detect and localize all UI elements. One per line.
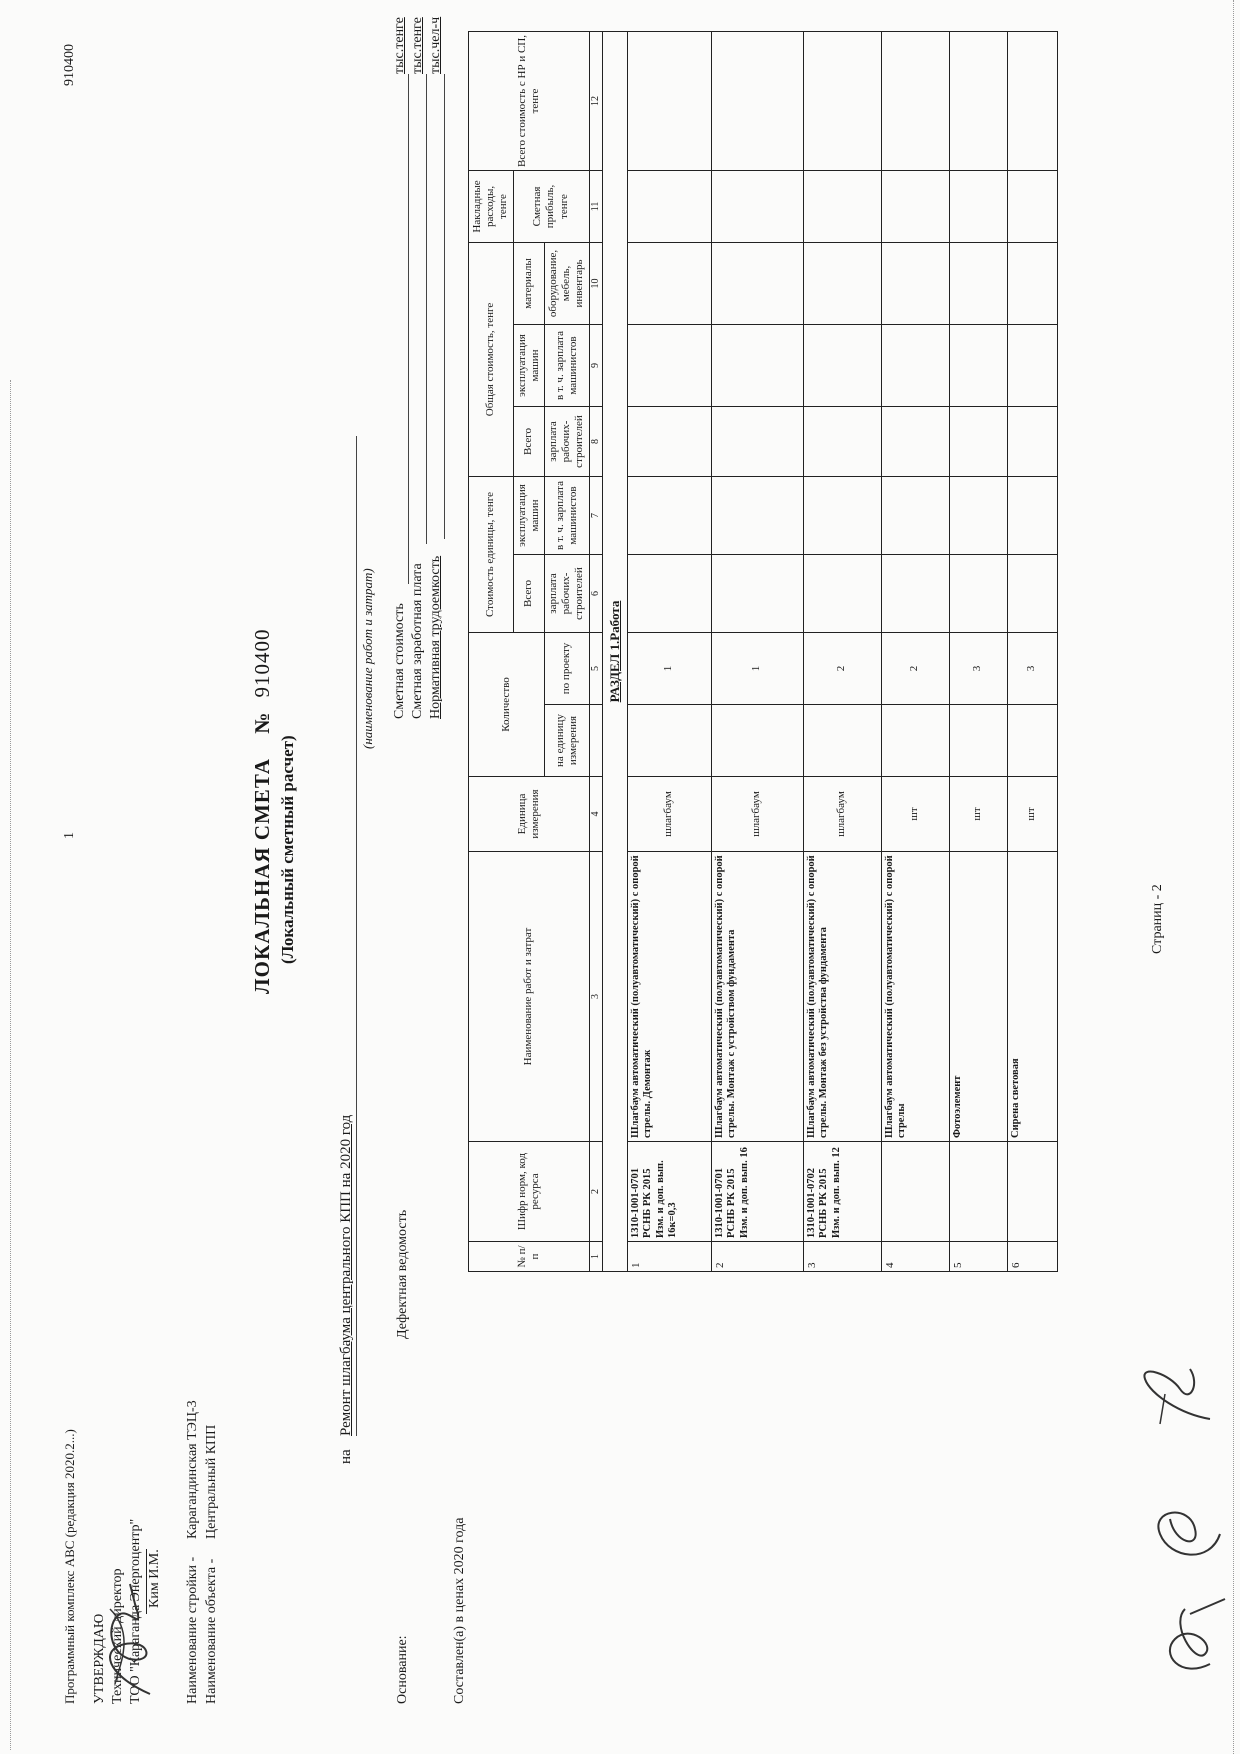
page-number: 1 — [62, 832, 77, 839]
col-overhead-header: Накладные расходы, тенге — [469, 170, 514, 242]
row-unit: шлагбаум — [803, 777, 881, 852]
row-qty-per-unit — [949, 705, 1007, 777]
work-name: Ремонт шлагбаума центрального КПП на 2020 год — [338, 1114, 354, 1436]
row-code — [1007, 1142, 1057, 1242]
row-qty: 1 — [627, 633, 711, 705]
col-unit-cost-header: Стоимость единицы, тенге — [469, 477, 514, 633]
row-unit: шлагбаум — [627, 777, 711, 852]
col-num-9: 9 — [589, 325, 602, 407]
cost-unit: тыс.тенге — [392, 17, 407, 74]
row-qty: 2 — [803, 633, 881, 705]
qty-project-header: по проекту — [544, 633, 589, 705]
software-line: Программный комплекс АВС (редакция 2020.2...) — [62, 1429, 77, 1704]
col-num-7: 7 — [589, 477, 602, 555]
initials-signature-icon — [1140, 1494, 1230, 1574]
col-num-11: 11 — [589, 170, 602, 242]
row-unit: шт — [881, 777, 949, 852]
row-no: 4 — [881, 1242, 949, 1272]
unit-machines-header: эксплуатация машин — [513, 477, 544, 555]
row-code: 1310-1001-0702 РСНБ РК 2015 Изм. и доп. вып. 12 — [803, 1142, 881, 1242]
construction-label: Наименование стройки - — [185, 1556, 200, 1704]
col-num-3: 3 — [589, 852, 602, 1142]
profit-header: Сметная прибыль, тенге — [513, 170, 589, 242]
labor-label: Нормативная трудоемкость — [428, 555, 443, 719]
col-num-1: 1 — [589, 1242, 602, 1272]
col-num-blank — [589, 705, 602, 777]
title-number: 910400 — [250, 628, 274, 698]
document-title — [250, 628, 275, 994]
row-qty: 3 — [949, 633, 1007, 705]
row-qty: 1 — [711, 633, 803, 705]
col-qty-header: Количество — [469, 633, 545, 777]
col-code-header: Шифр норм, код ресурса — [469, 1142, 590, 1242]
total-machines-header: эксплуатация машин — [513, 325, 544, 407]
document-subtitle: (Локальный сметный расчет) — [278, 735, 297, 964]
col-unit-header: Единица измерения — [469, 777, 590, 852]
cost-line — [408, 74, 409, 584]
col-total-cost-header: Общая стоимость, тенге — [469, 242, 514, 476]
col-num-4: 4 — [589, 777, 602, 852]
row-qty: 2 — [881, 633, 949, 705]
row-name: Шлагбаум автоматический (полуавтоматический) с опорой стрелы — [881, 852, 949, 1142]
object-label: Наименование объекта - — [204, 1558, 219, 1704]
director-signature-icon — [95, 1574, 165, 1704]
table-row — [627, 31, 711, 1271]
col-num-2: 2 — [589, 1142, 602, 1242]
unit-all-header: Всего — [513, 555, 544, 633]
approval-name: Ким И.М. — [146, 1549, 163, 1614]
title-number-sign: № — [250, 711, 274, 734]
labor-unit: тыс.чел-ч — [428, 16, 443, 74]
unit-wage-operators-header: в т. ч. зарплата машинистов — [544, 477, 589, 555]
row-name: Сирена световая — [1007, 852, 1057, 1142]
labor-line — [444, 74, 445, 539]
estimate-table — [468, 31, 1058, 1272]
table-row — [949, 31, 1007, 1271]
row-code: 1310-1001-0701 РСНБ РК 2015 Изм. и доп. вып. 16к=0,3 — [627, 1142, 711, 1242]
row-name: Шлагбаум автоматический (полуавтоматический) с опорой стрелы. Демонтаж — [627, 852, 711, 1142]
col-num-8: 8 — [589, 407, 602, 477]
approval-position: Технический директор — [110, 1568, 125, 1704]
pages-footer: Страниц - 2 — [1150, 884, 1165, 954]
approval-heading: УТВЕРЖДАЮ — [92, 1613, 107, 1704]
row-code — [949, 1142, 1007, 1242]
unit-wage-workers-header: зарплата рабочих-строителей — [544, 555, 589, 633]
row-qty-per-unit — [711, 705, 803, 777]
row-no: 5 — [949, 1242, 1007, 1272]
approval-company: ТОО "Караганда Энергоцентр" — [128, 1518, 143, 1704]
wage-label: Сметная заработная плата — [410, 563, 425, 719]
title-main: ЛОКАЛЬНАЯ СМЕТА — [250, 758, 274, 994]
col-num-6: 6 — [589, 555, 602, 633]
total-wage-operators-header: в т. ч. зарплата машинистов — [544, 325, 589, 407]
col-name-header: Наименование работ и затрат — [469, 852, 590, 1142]
total-wage-workers-header: зарплата рабочих-строителей — [544, 407, 589, 477]
row-qty-per-unit — [881, 705, 949, 777]
table-row — [803, 31, 881, 1271]
wage-unit: тыс.тенге — [410, 17, 425, 74]
row-name: Шлагбаум автоматический (полуавтоматический) с опорой стрелы. Монтаж без устройства фундамента — [803, 852, 881, 1142]
initials-signature-icon — [1150, 1594, 1230, 1684]
column-number-row — [589, 31, 602, 1271]
work-name-caption: (наименование работ и затрат) — [360, 568, 375, 749]
row-name: Фотоэлемент — [949, 852, 1007, 1142]
row-unit: шт — [1007, 777, 1057, 852]
basis-label: Основание: — [395, 1635, 410, 1704]
total-materials-header: материалы — [513, 242, 544, 324]
row-qty: 3 — [1007, 633, 1057, 705]
header-row-1 — [469, 31, 514, 1271]
row-unit: шлагбаум — [711, 777, 803, 852]
col-num-10: 10 — [589, 242, 602, 324]
total-all-header: Всего — [513, 407, 544, 477]
compiled-line: Составлен(а) в ценах 2020 года — [452, 1517, 467, 1704]
row-no: 3 — [803, 1242, 881, 1272]
col-no-header: № п/п — [469, 1242, 590, 1272]
row-code: 1310-1001-0701 РСНБ РК 2015 Изм. и доп. вып. 16 — [711, 1142, 803, 1242]
basis-value: Дефектная ведомость — [395, 1209, 410, 1339]
doc-number-corner: 910400 — [62, 44, 77, 86]
table-row — [711, 31, 803, 1271]
table-row — [1007, 31, 1057, 1271]
work-name-prefix: на — [338, 1449, 354, 1464]
row-code — [881, 1142, 949, 1242]
equipment-header: оборудование, мебель, инвентарь — [544, 242, 589, 324]
col-grand-total-header: Всего стоимость с НР и СП, тенге — [469, 31, 590, 170]
initials-signature-icon — [1130, 1354, 1230, 1434]
row-name: Шлагбаум автоматический (полуавтоматический) с опорой стрелы. Монтаж с устройством фундамента — [711, 852, 803, 1142]
row-qty-per-unit — [803, 705, 881, 777]
row-qty-per-unit — [627, 705, 711, 777]
row-unit: шт — [949, 777, 1007, 852]
construction-value: Карагандинская ТЭЦ-3 — [185, 1400, 200, 1539]
col-num-12: 12 — [589, 31, 602, 170]
row-no: 6 — [1007, 1242, 1057, 1272]
table-row — [881, 31, 949, 1271]
row-no: 2 — [711, 1242, 803, 1272]
row-no: 1 — [627, 1242, 711, 1272]
row-qty-per-unit — [1007, 705, 1057, 777]
cost-label: Сметная стоимость — [392, 603, 407, 719]
qty-per-unit-header: на единицу измерения — [544, 705, 589, 777]
wage-line — [426, 74, 427, 544]
section-title: РАЗДЕЛ 1.Работа — [602, 31, 627, 1271]
col-num-5: 5 — [589, 633, 602, 705]
work-name-underline — [356, 436, 357, 1436]
object-value: Центральный КПП — [204, 1424, 219, 1539]
section-row — [602, 31, 627, 1271]
